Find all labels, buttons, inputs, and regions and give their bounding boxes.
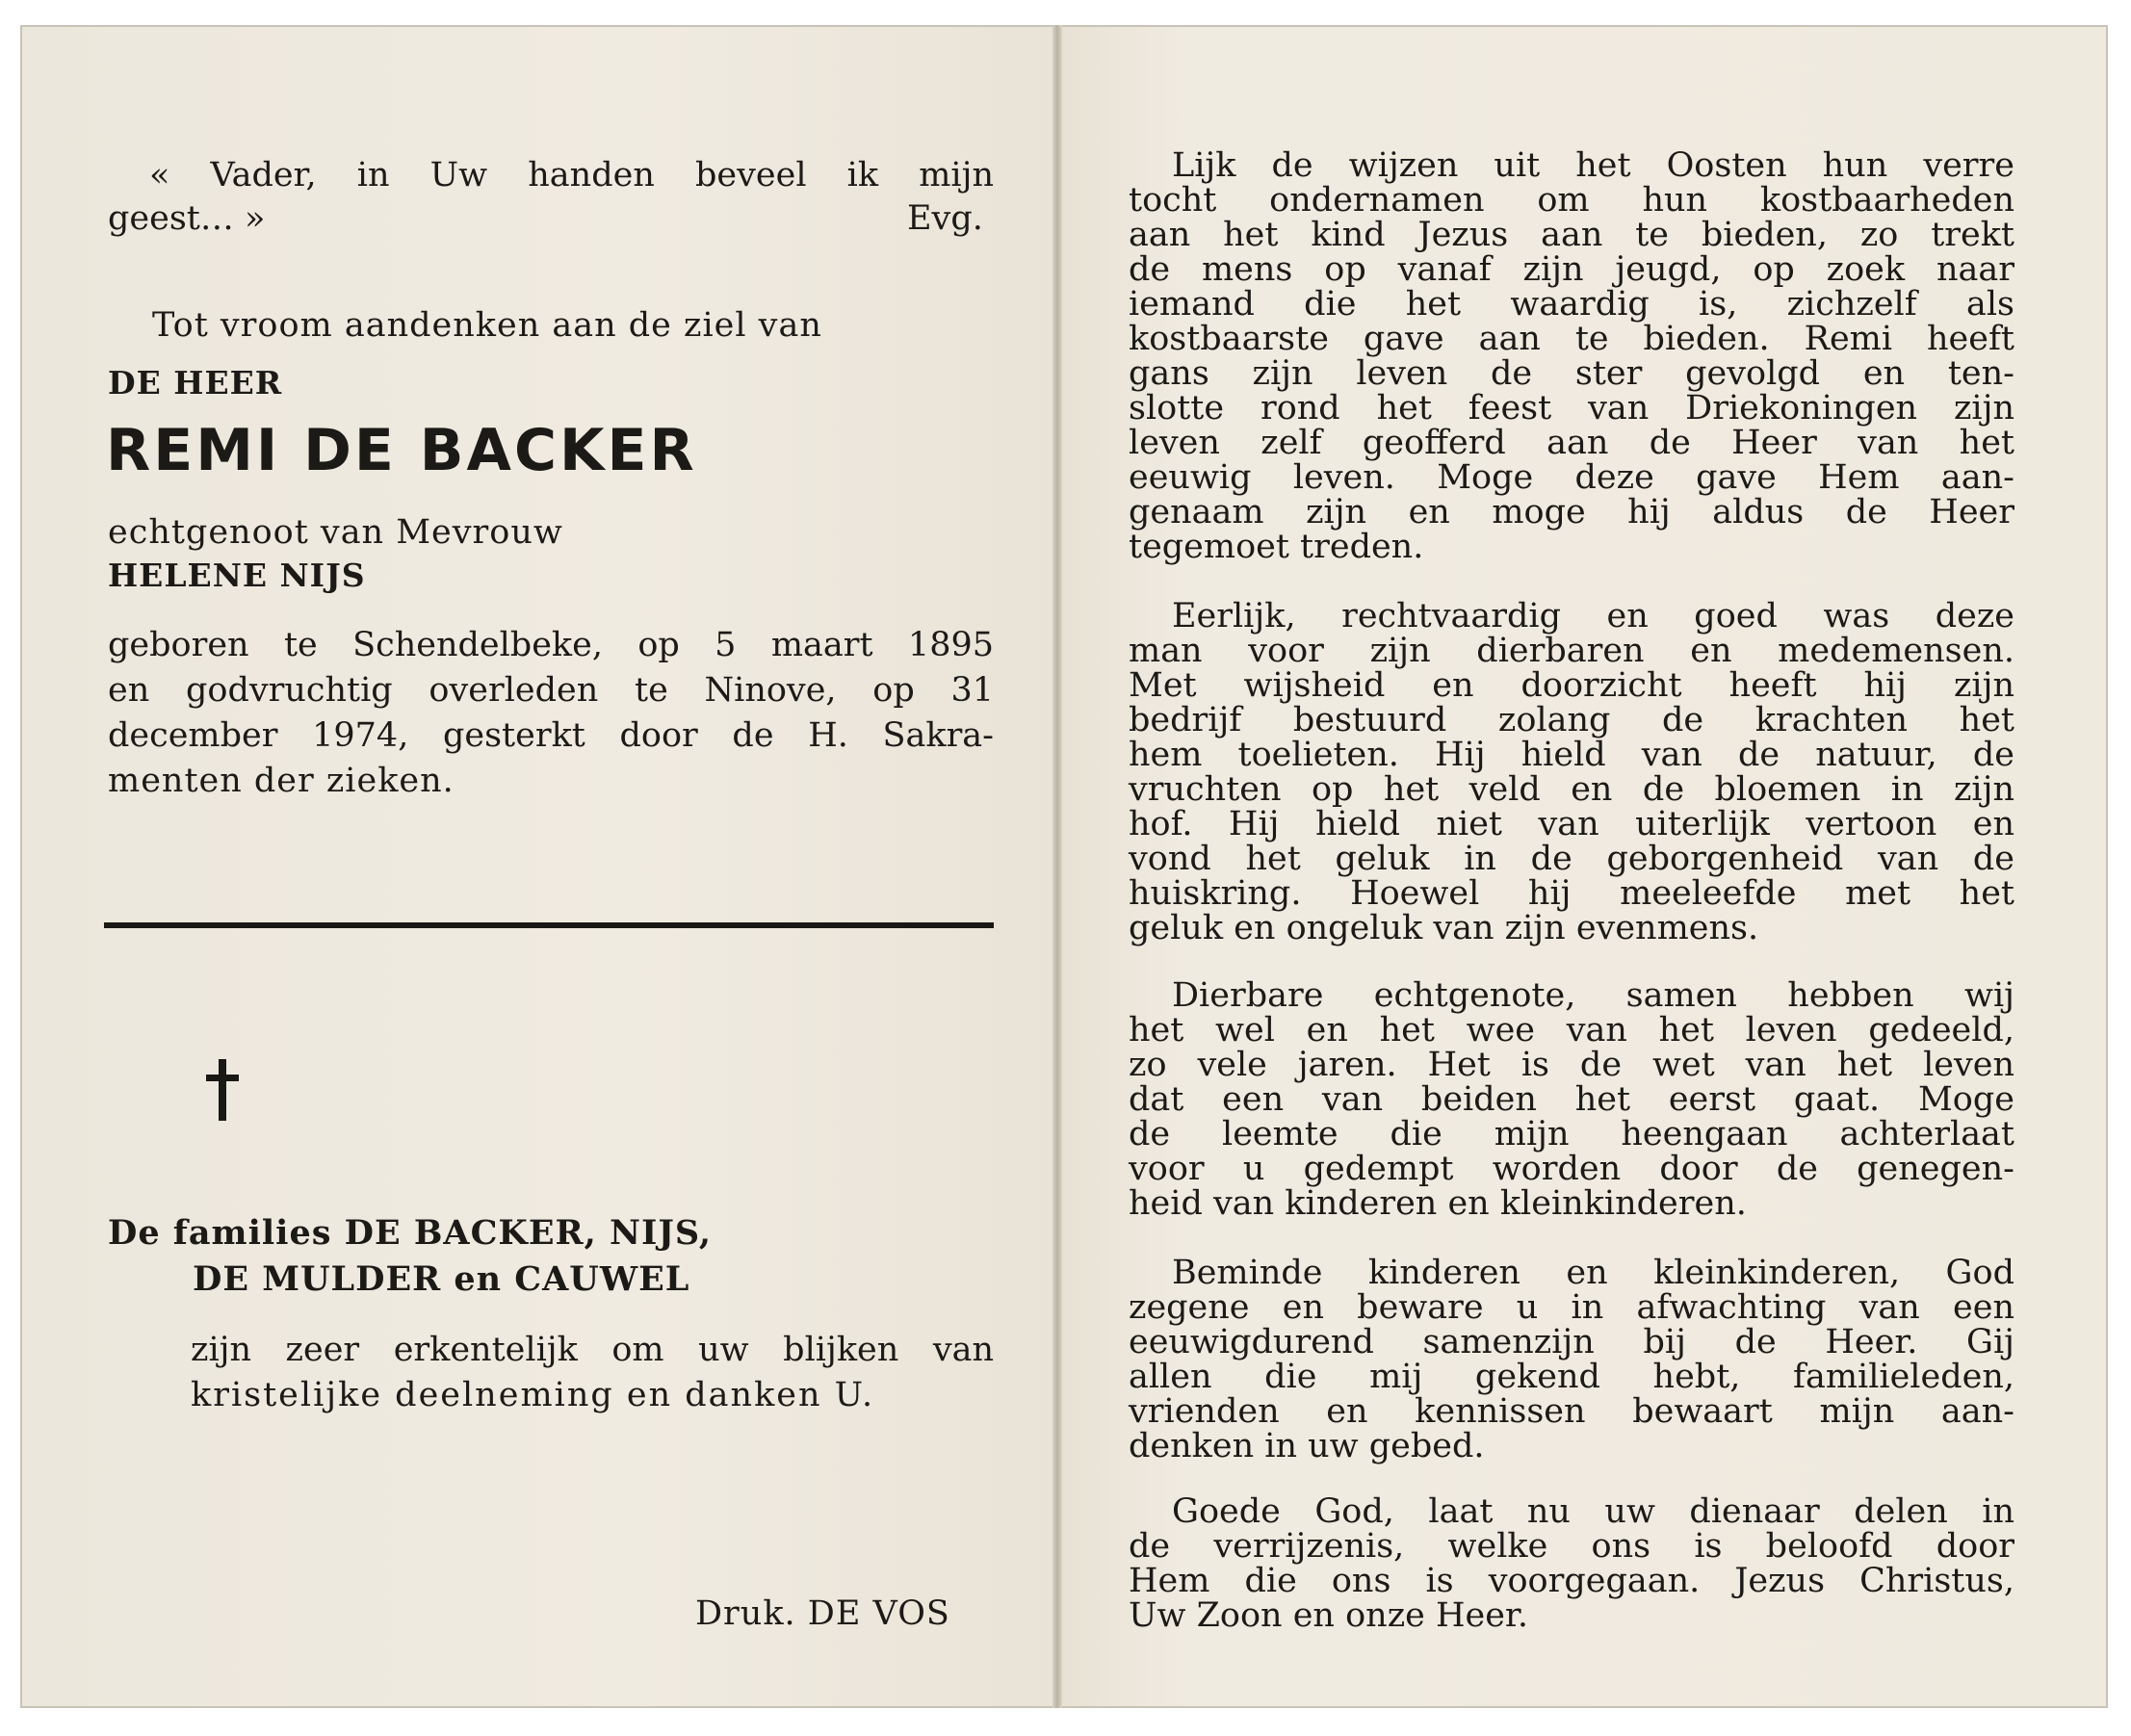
paragraph-line: Goede God, laat nu uw dienaar delen in	[1172, 1492, 2014, 1531]
paragraph-line: tocht ondernamen om hun kostbaarheden	[1129, 181, 2014, 220]
paragraph-line: genaam zijn en moge hij aldus de Heer	[1129, 493, 2014, 531]
paragraph-line: Dierbare echtgenote, samen hebben wij	[1172, 976, 2014, 1015]
paragraph-line: Uw Zoon en onze Heer.	[1129, 1596, 1528, 1635]
families-line-2: DE MULDER en CAUWEL	[193, 1259, 690, 1299]
paragraph-line: de verrijzenis, welke ons is beloofd door	[1129, 1527, 2014, 1566]
card-fold	[1053, 25, 1062, 1708]
paragraph-line: dat een van beiden het eerst gaat. Moge	[1129, 1080, 2014, 1119]
paragraph-line: bedrijf bestuurd zolang de krachten het	[1129, 701, 2014, 739]
paragraph-line: man voor zijn dierbaren en medemensen.	[1129, 632, 2014, 670]
quote-line-2: geest… »	[108, 199, 266, 238]
paragraph-line: het wel en het wee van het leven gedeeld,	[1129, 1011, 2014, 1049]
spouse-intro: echtgenoot van Mevrouw	[108, 513, 563, 552]
paragraph-line: zegene en beware u in afwachting van een	[1129, 1288, 2014, 1327]
paragraph-line: allen die mij gekend hebt, familieleden,	[1129, 1358, 2014, 1396]
paragraph-line: eeuwig leven. Moge deze gave Hem aan-	[1129, 458, 2014, 497]
paragraph-line: vruchten op het veld en de bloemen in zijn	[1129, 770, 2014, 809]
paragraph-line: huiskring. Hoewel hij meeleefde met het	[1129, 874, 2014, 913]
spouse-name: HELENE NIJS	[108, 557, 366, 594]
paragraph-line: aan het kind Jezus aan te bieden, zo trekt	[1129, 216, 2014, 254]
left-page	[20, 25, 1054, 1708]
printer-credit: Druk. DE VOS	[695, 1594, 950, 1633]
paragraph-line: hof. Hij hield niet van uiterlijk vertoon en	[1129, 805, 2014, 843]
paragraph-line: de leemte die mijn heengaan achterlaat	[1129, 1115, 2014, 1153]
paragraph-line: eeuwigdurend samenzijn bij de Heer. Gij	[1129, 1323, 2014, 1361]
bio-line: en godvruchtig overleden te Ninove, op 31	[108, 671, 994, 710]
paragraph-line: geluk en ongeluk van zijn evenmens.	[1129, 909, 1759, 947]
paragraph-line: heid van kinderen en kleinkinderen.	[1129, 1184, 1747, 1223]
paragraph-line: iemand die het waardig is, zichzelf als	[1129, 285, 2014, 324]
paragraph-line: slotte rond het feest van Driekoningen zijn	[1129, 389, 2014, 428]
quote-line-1: « Vader, in Uw handen beveel ik mijn	[149, 156, 994, 194]
paragraph-line: tegemoet treden.	[1129, 528, 1424, 566]
paragraph-line: Eerlijk, rechtvaardig en goed was deze	[1172, 597, 2014, 635]
paragraph-line: denken in uw gebed.	[1129, 1427, 1485, 1465]
deceased-name: REMI DE BACKER	[106, 417, 697, 484]
title: DE HEER	[108, 364, 283, 402]
memory-intro: Tot vroom aandenken aan de ziel van	[152, 306, 822, 345]
paragraph-line: vond het geluk in de geborgenheid van de	[1129, 840, 2014, 878]
bio-line: menten der zieken.	[108, 762, 455, 800]
paragraph-line: de mens op vanaf zijn jeugd, op zoek naar	[1129, 250, 2014, 289]
paragraph-line: hem toelieten. Hij hield van de natuur, de	[1129, 736, 2014, 774]
bio-line: december 1974, gesterkt door de H. Sakra-	[108, 716, 994, 755]
paragraph-line: vrienden en kennissen bewaart mijn aan-	[1129, 1392, 2014, 1431]
paragraph-line: Lijk de wijzen uit het Oosten hun verre	[1172, 146, 2014, 185]
bio-line: geboren te Schendelbeke, op 5 maart 1895	[108, 626, 994, 664]
paragraph-line: zo vele jaren. Het is de wet van het leven	[1129, 1046, 2014, 1084]
divider	[104, 922, 994, 928]
cross-icon	[206, 1059, 239, 1121]
paragraph-line: Beminde kinderen en kleinkinderen, God	[1172, 1254, 2014, 1292]
paragraph-line: Hem die ons is voorgegaan. Jezus Christus,	[1129, 1562, 2014, 1600]
paragraph-line: Met wijsheid en doorzicht heeft hij zijn	[1129, 666, 2014, 705]
paragraph-line: kostbaarste gave aan te bieden. Remi heeft	[1129, 320, 2014, 358]
paragraph-line: leven zelf geofferd aan de Heer van het	[1129, 424, 2014, 462]
quote-source: Evg.	[907, 199, 983, 238]
thanks-line: zijn zeer erkentelijk om uw blijken van	[191, 1331, 994, 1369]
paragraph-line: voor u gedempt worden door de genegen-	[1129, 1150, 2014, 1188]
thanks-line: kristelijke deelneming en danken U.	[191, 1376, 875, 1414]
paragraph-line: gans zijn leven de ster gevolgd en ten-	[1129, 354, 2014, 393]
families-line-1: De families DE BACKER, NIJS,	[108, 1213, 713, 1253]
